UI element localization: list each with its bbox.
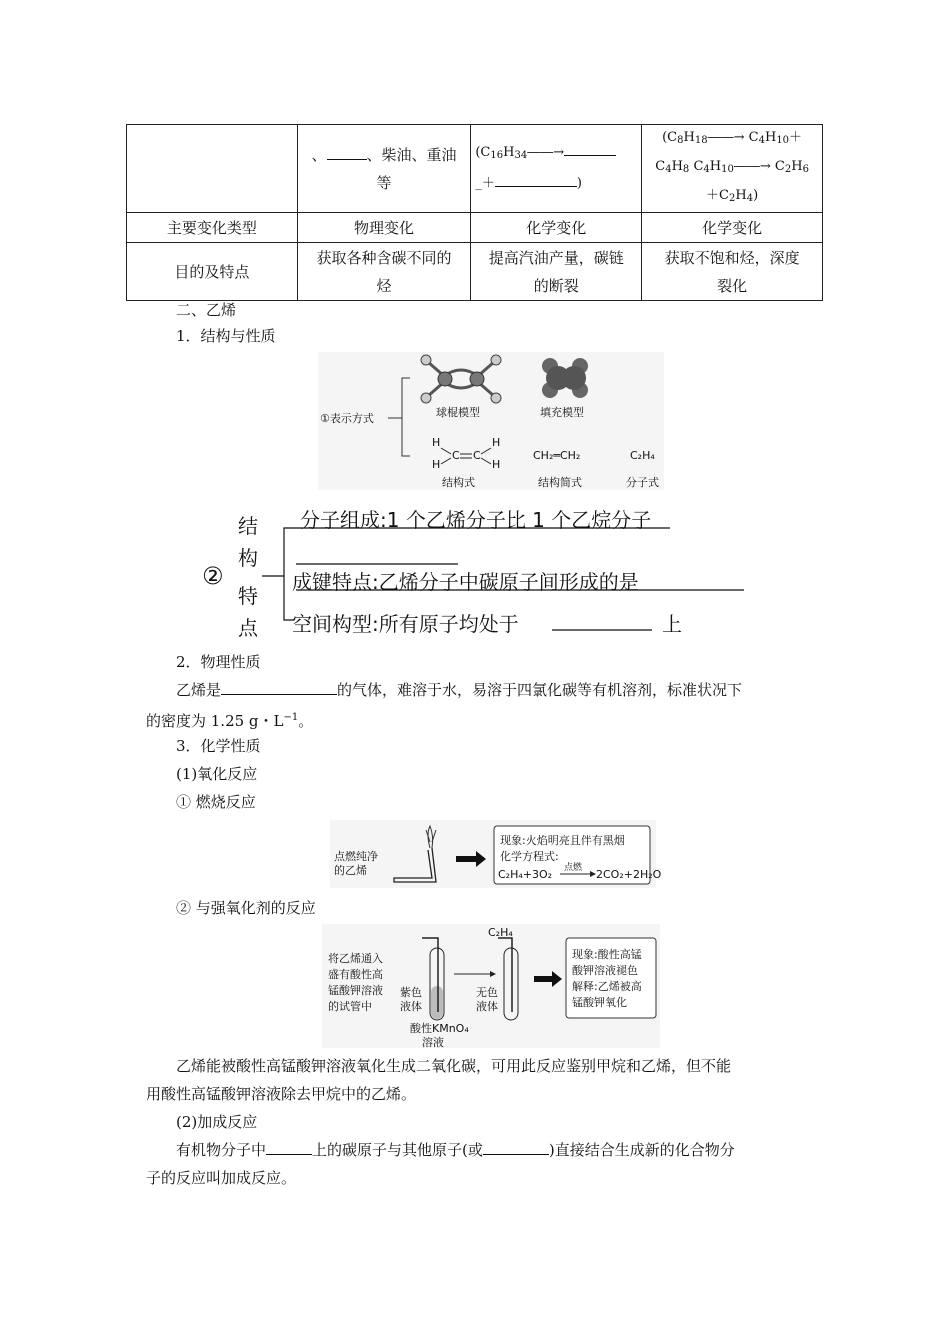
paragraph: 乙烯能被酸性高锰酸钾溶液氧化生成二氧化碳，可用此反应鉴别甲烷和乙烯，但不能	[176, 1057, 732, 1075]
table-cell: 提高汽油产量，碳链 的断裂	[471, 243, 642, 301]
subsection-heading: 2．物理性质	[176, 653, 261, 671]
table-cell: 主要变化类型	[127, 213, 298, 243]
table-cell: 获取不饱和烃，深度 裂化	[642, 243, 823, 301]
paragraph: 子的反应叫加成反应。	[146, 1169, 297, 1187]
answer-blank	[266, 1140, 312, 1155]
subsection-heading: (2)加成反应	[176, 1113, 258, 1131]
table-cell	[127, 125, 298, 213]
paragraph: 有机物分子中 上的碳原子与其他原子(或 )直接结合生成新的化合物分	[176, 1141, 735, 1159]
table-row	[127, 243, 823, 301]
table-cell: ($C_{16}H_{34}――\to$ _＋ )	[471, 125, 642, 213]
subsection-heading: ② 与强氧化剂的反应	[176, 899, 316, 917]
subsection-heading: ① 燃烧反应	[176, 793, 256, 811]
answer-blank	[495, 172, 577, 187]
kmno4-figure: 将乙烯通入 盛有酸性高 锰酸钾溶液 的试管中 紫色 液体 C₂H₄ 无色 液体 酸性KMnO₄ 溶液 现象:酸性高锰 酸钾溶液褪色 解释:乙烯被高 锰酸钾氧化	[322, 924, 660, 1048]
table-cell: 目的及特点	[127, 243, 298, 301]
paragraph: 用酸性高锰酸钾溶液除去甲烷中的乙烯。	[146, 1085, 417, 1103]
answer-blank	[564, 141, 616, 156]
table-cell: ($C_8H_{18}――\to C_4H_{10}+$ $C_4H_8$ $C_4H_{10}――\to C_2H_6$ $+C_2H_4$)	[642, 125, 823, 213]
paragraph: 的密度为 1.25 g・$L^{-1}$。	[146, 712, 314, 730]
cracking-table	[126, 124, 823, 301]
paragraph: 乙烯是 的气体，难溶于水，易溶于四氯化碳等有机溶剂，标准状况下	[176, 681, 743, 699]
structural-formula-bonds	[441, 448, 491, 464]
table-row	[127, 125, 823, 213]
table-row	[127, 213, 823, 243]
section-heading: 二、乙烯	[176, 301, 237, 319]
table-cell: 、 、柴油、重油 等	[297, 125, 471, 213]
subsection-heading: 1．结构与性质	[176, 327, 276, 345]
space-filling-model	[542, 358, 588, 398]
ethylene-representation-figure: ①表示方式 球棍模型 填充模型 H H C C H H CH₂═CH₂ C₂H₄ 结构式 结构简式 分子式	[318, 352, 664, 490]
structural-features-figure: ② 结 构 特 点 分子组成:1 个乙烯分子比 1 个乙烷分子 成键特点:乙烯分子中碳原子间形成的是 空间构型:所有原子均处于 上	[200, 500, 760, 640]
combustion-figure: 点燃纯净 的乙烯 现象:火焰明亮且伴有黑烟 化学方程式: C₂H₄+3O₂ 点燃 2CO₂+2H₂O	[330, 820, 656, 888]
table-cell: 化学变化	[471, 213, 642, 243]
answer-blank	[483, 1140, 549, 1155]
answer-blank	[327, 145, 367, 160]
table-cell: 物理变化	[297, 213, 471, 243]
table-cell: 获取各种含碳不同的 烃	[297, 243, 471, 301]
ball-stick-model	[421, 355, 501, 403]
subsection-heading: 3．化学性质	[176, 737, 261, 755]
subsection-heading: (1)氧化反应	[176, 765, 258, 783]
answer-blank	[221, 680, 337, 695]
table-cell: 化学变化	[642, 213, 823, 243]
